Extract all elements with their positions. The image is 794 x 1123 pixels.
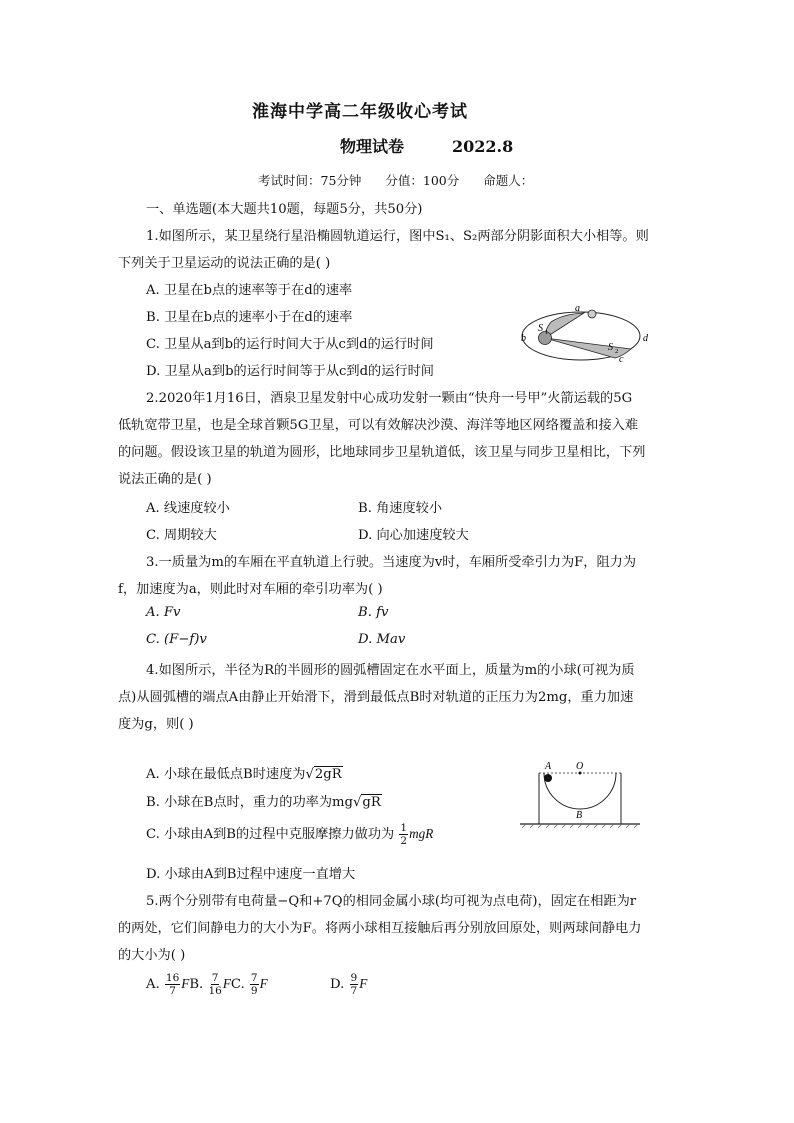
q4-stem-line1: 4.如图所示，半径为R的半圆形的圆弧槽固定在水平面上，质量为m的小球(可视为质 [146, 663, 635, 678]
q2-option-a: A. 线速度较小 [146, 501, 230, 516]
q5-option-b-label: B. [189, 977, 208, 992]
q4-option-d: D. 小球由A到B过程中速度一直增大 [146, 867, 356, 882]
label-O: O [576, 761, 584, 772]
q3-option-b: B. fv [358, 605, 389, 620]
q2-stem-line3: 的问题。假设该卫星的轨道为圆形，比地球同步卫星轨道低，该卫星与同步卫星相比，下列 [118, 445, 646, 460]
q4-option-c-fraction: $\frac{1}{2}$ [400, 822, 408, 847]
label-d: d [643, 333, 648, 344]
label-a: a [575, 303, 580, 314]
school-title: 淮海中学高二年级收心考试 [252, 102, 468, 122]
q2-option-b: B. 角速度较小 [358, 501, 443, 516]
q2-stem-line4: 说法正确的是( ) [118, 472, 212, 487]
q1-stem-line1: 1.如图所示，某卫星绕行星沿椭圆轨道运行，图中S₁、S₂两部分阴影面积大小相等。则 [146, 229, 649, 244]
q3-option-d: D. Mav [358, 632, 406, 647]
q3-option-c: C. (F−f)v [146, 632, 207, 647]
q5-stem-line1: 5.两个分别带有电荷量−Q和+7Q的相同金属小球(均可视为点电荷)，固定在相距为r [146, 894, 637, 909]
q4-option-c [146, 822, 433, 847]
q1-stem-line2: 下列关于卫星运动的说法正确的是( ) [118, 256, 331, 271]
exam-meta [258, 171, 553, 189]
ball-icon [544, 774, 552, 782]
q4-option-b: B. 小球在B点时，重力的功率为mg√gR [146, 795, 381, 810]
section-heading: 一、单选题(本大题共10题，每题5分，共50分) [146, 202, 423, 217]
q5-option-d-label: D. [330, 977, 349, 992]
q3-option-a: A. Fv [146, 605, 181, 620]
q5-option-c-label: C. [230, 977, 249, 992]
label-B: B [576, 810, 583, 821]
q4-option-c-text: C. 小球由A到B的过程中克服摩擦力做功为 [146, 827, 395, 842]
label-s1: S [538, 323, 543, 334]
q4-groove-figure [520, 760, 640, 830]
q5-option-a-label: A. [146, 977, 164, 992]
q4-option-a: A. 小球在最低点B时速度为√2gR [146, 767, 342, 782]
q4-option-b-radicand: gR [362, 795, 381, 810]
q5-option-b-fraction: $\frac{7}{16}$ [208, 972, 222, 997]
q3-stem-line2: f，加速度为a，则此时对车厢的牵引功率为( ) [118, 582, 383, 597]
exam-subject-line [340, 134, 513, 157]
exam-year: 2022.8 [452, 137, 514, 156]
q5-options-abc: A. $\frac{16}{7}$ FB. $\frac{7}{16}$ FC. $\frac{7}{9}$ F [146, 972, 268, 997]
q4-stem-line3: 度为g，则( ) [118, 717, 194, 732]
subject-title: 物理试卷 [340, 137, 405, 156]
q1-option-a: A. 卫星在b点的速率等于在d的速率 [146, 283, 353, 298]
q5-option-c-fraction: $\frac{7}{9}$ [250, 972, 258, 997]
label-s1-sub: 1 [545, 329, 549, 336]
q5-stem-line2: 的两处，它们间静电力的大小为F。将两小球相互接触后再分别放回原处，则两球间静电力 [118, 921, 642, 936]
label-c: c [619, 354, 624, 365]
shaded-area-s1 [545, 313, 584, 338]
q4-option-a-radicand: 2gR [314, 767, 342, 782]
q5-option-d-fraction: $\frac{9}{7}$ [350, 972, 358, 997]
q2-option-d: D. 向心加速度较大 [358, 528, 469, 543]
q1-option-d: D. 卫星从a到b的运行时间等于从c到d的运行时间 [146, 364, 434, 379]
q1-orbit-figure [515, 303, 650, 365]
q3-stem-line1: 3.一质量为m的车厢在平直轨道上行驶。当速度为v时，车厢所受牵引力为F，阻力为 [146, 555, 637, 570]
satellite-icon [588, 310, 596, 318]
q4-option-a-text: A. 小球在最低点B时速度为 [146, 767, 306, 782]
q5-option-d: D. $\frac{9}{7}$ F [330, 972, 368, 997]
q2-stem-line2: 低轨宽带卫星，也是全球首颗5G卫星，可以有效解决沙漠、海洋等地区网络覆盖和接入难 [118, 418, 639, 433]
q5-stem-line3: 的大小为( ) [118, 948, 186, 963]
q5-option-a-fraction: $\frac{16}{7}$ [165, 972, 180, 997]
q2-stem-line1: 2.2020年1月16日，酒泉卫星发射中心成功发射一颗由“快舟一号甲”火箭运载的5G [146, 391, 633, 406]
q4-option-b-text: B. 小球在B点时，重力的功率为mg [146, 795, 353, 810]
q1-option-c: C. 卫星从a到b的运行时间大于从c到d的运行时间 [146, 337, 434, 352]
q4-option-c-tail: mgR [409, 826, 434, 841]
q2-option-c: C. 周期较大 [146, 528, 217, 543]
label-A: A [545, 761, 552, 772]
q1-option-b: B. 卫星在b点的速率小于在d的速率 [146, 310, 353, 325]
q4-stem-line2: 点)从圆弧槽的端点A由静止开始滑下，滑到最低点B时对轨道的正压力为2mg，重力加速 [118, 690, 634, 705]
exam-author: 命题人： [483, 173, 534, 188]
exam-time: 考试时间：75分钟 [258, 173, 362, 188]
label-s2-sub: 2 [615, 348, 619, 355]
label-b: b [521, 333, 526, 344]
exam-score: 分值：100分 [385, 173, 460, 188]
label-s2: S [608, 342, 613, 353]
